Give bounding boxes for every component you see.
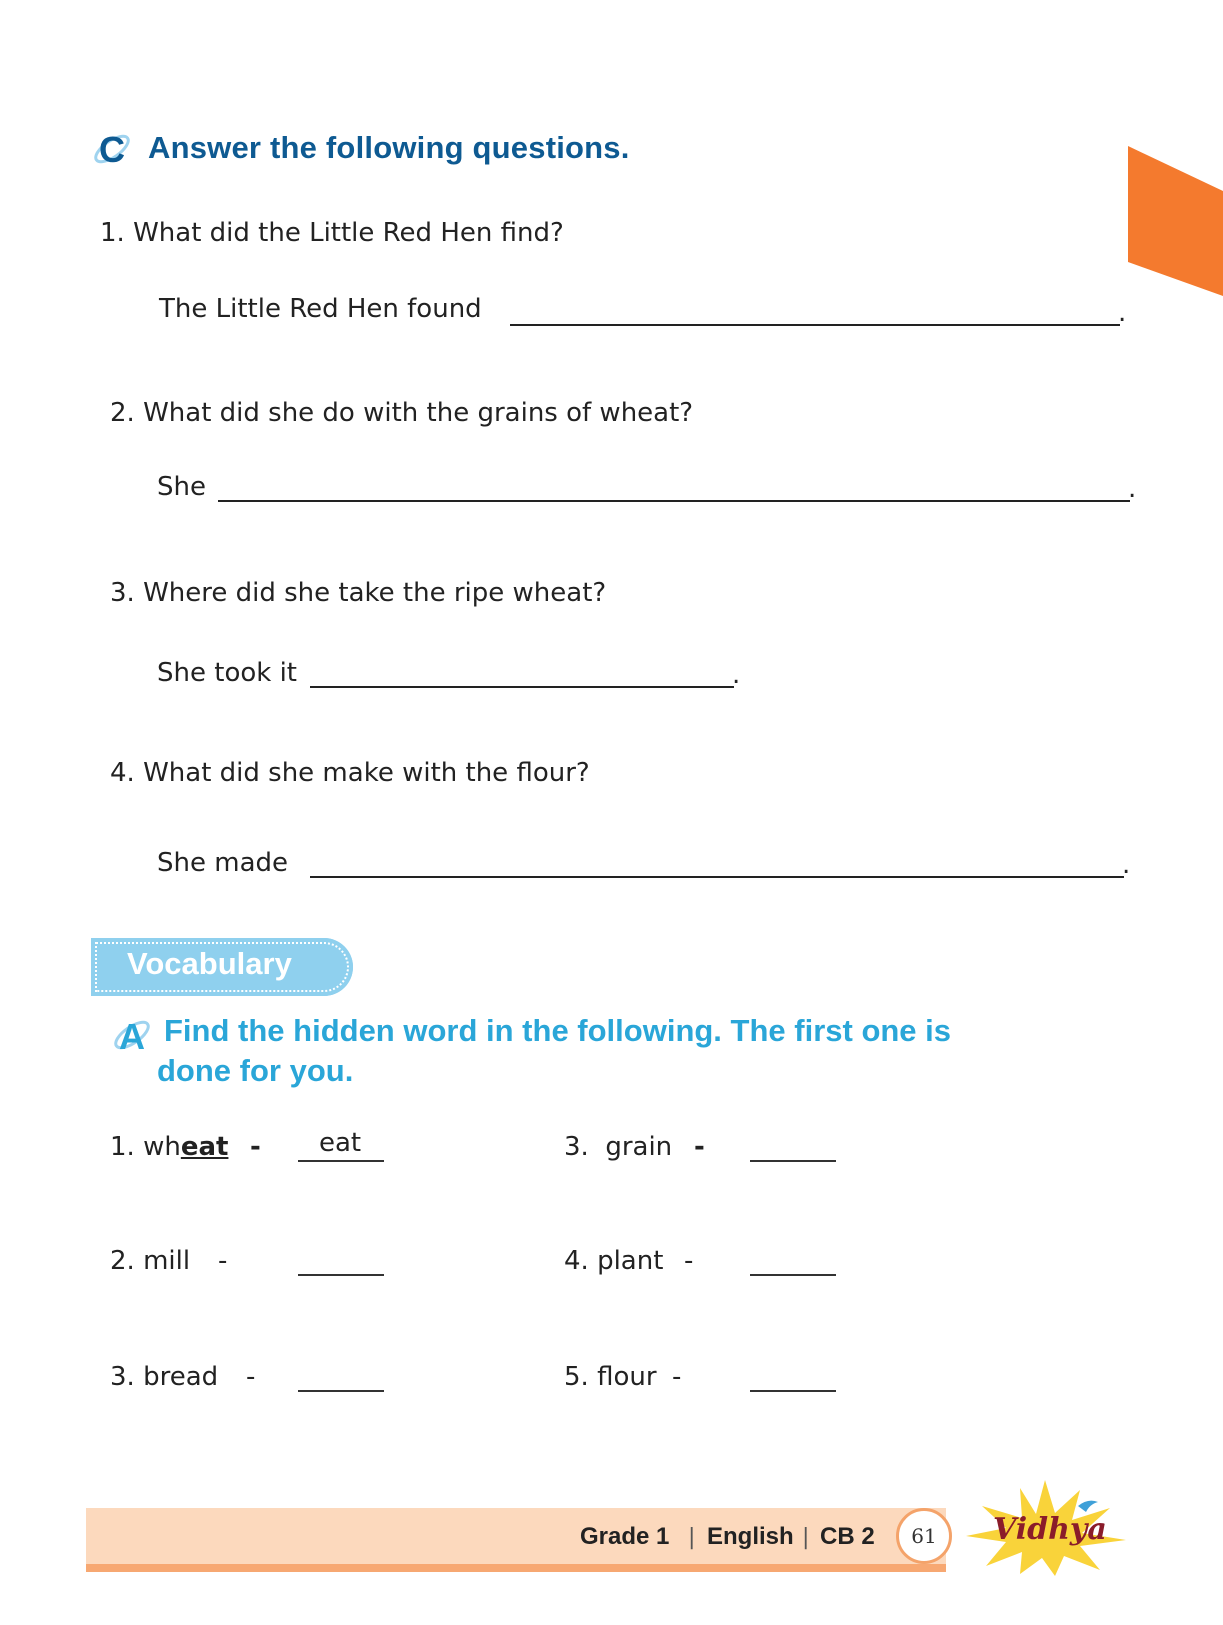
vocab-item-r2-blank[interactable] xyxy=(750,1274,836,1276)
vocab-item-r1-dash: - xyxy=(694,1132,705,1162)
vocab-item-1-word: 1. wh xyxy=(110,1132,181,1162)
vocab-item-r2-word: 4. plant xyxy=(564,1246,664,1276)
vocab-item-2-blank[interactable] xyxy=(298,1274,384,1276)
question-3: 3. Where did she take the ripe wheat? xyxy=(110,578,607,608)
footer-subject: English xyxy=(707,1523,794,1550)
answer-2-line[interactable] xyxy=(218,500,1130,502)
footer-grade: Grade 1 xyxy=(580,1523,670,1550)
section-a-icon xyxy=(110,1012,154,1058)
vocab-item-r3-word: 5. flour xyxy=(564,1362,657,1392)
orange-corner-tab xyxy=(1128,146,1223,296)
answer-4-line[interactable] xyxy=(310,876,1124,878)
question-1: 1. What did the Little Red Hen find? xyxy=(100,218,564,248)
section-a-heading-line1: Find the hidden word in the following. The first one is xyxy=(164,1013,952,1048)
answer-3-period: . xyxy=(732,660,741,690)
answer-1-period: . xyxy=(1118,298,1127,328)
answer-1-line[interactable] xyxy=(510,324,1120,326)
vocab-item-r3-blank[interactable] xyxy=(750,1390,836,1392)
vocab-item-1-blank[interactable] xyxy=(298,1160,384,1162)
vocab-item-3-word: 3. bread xyxy=(110,1362,219,1392)
vocab-item-r1-blank[interactable] xyxy=(750,1160,836,1162)
footer-separator-1: | xyxy=(688,1525,696,1550)
vocab-item-1 xyxy=(110,1132,228,1162)
footer-bar xyxy=(86,1508,946,1572)
vocab-item-1-hidden-part: eat xyxy=(180,1132,229,1162)
footer-book: CB 2 xyxy=(820,1523,875,1550)
vocab-item-2-word: 2. mill xyxy=(110,1246,191,1276)
vocab-item-r2-dash: - xyxy=(684,1246,694,1276)
vocab-item-1-dash: - xyxy=(250,1132,261,1162)
section-c-letter: C xyxy=(99,129,125,170)
answer-2-period: . xyxy=(1128,474,1137,504)
answer-3-line[interactable] xyxy=(310,686,734,688)
vocab-item-3-dash: - xyxy=(246,1362,256,1392)
section-a-heading-line2: done for you. xyxy=(157,1053,354,1088)
vidhya-logo-text: Vidhya xyxy=(993,1512,1107,1547)
page-number: 61 xyxy=(896,1508,952,1564)
vocab-item-1-answer: eat xyxy=(319,1128,362,1158)
footer-separator-2: | xyxy=(802,1525,810,1550)
vocab-item-r3-dash: - xyxy=(672,1362,682,1392)
question-2: 2. What did she do with the grains of wheat? xyxy=(110,398,694,428)
answer-1-prompt: The Little Red Hen found xyxy=(159,294,482,324)
section-c-icon xyxy=(90,126,134,172)
section-a-letter: A xyxy=(119,1016,145,1057)
answer-2-prompt: She xyxy=(157,472,206,502)
question-4: 4. What did she make with the flour? xyxy=(110,758,590,788)
vocab-item-2-dash: - xyxy=(218,1246,228,1276)
vocab-item-3-blank[interactable] xyxy=(298,1390,384,1392)
answer-3-prompt: She took it xyxy=(157,658,297,688)
section-c-heading: Answer the following questions. xyxy=(148,130,630,165)
vocabulary-badge-label: Vocabulary xyxy=(127,946,292,981)
answer-4-period: . xyxy=(1122,850,1131,880)
vocab-item-r1-word: 3. grain xyxy=(564,1132,673,1162)
answer-4-prompt: She made xyxy=(157,848,289,878)
